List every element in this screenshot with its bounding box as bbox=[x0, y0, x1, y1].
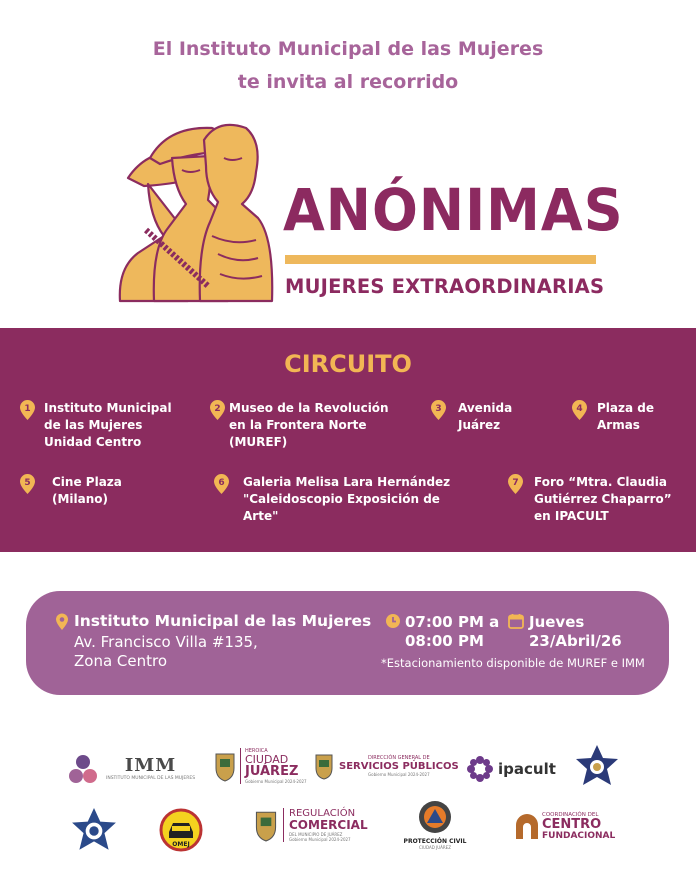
svg-text:4: 4 bbox=[576, 404, 583, 414]
regulacion-line-2: COMERCIAL bbox=[289, 818, 368, 832]
map-pin-icon bbox=[506, 473, 525, 495]
circuit-stop-5 bbox=[18, 474, 122, 508]
omej-logo bbox=[159, 808, 203, 852]
event-subtitle: MUJERES EXTRAORDINARIAS bbox=[285, 275, 605, 298]
centro-arch-icon bbox=[514, 813, 540, 841]
servicios-top: DIRECCIÓN GENERAL DE bbox=[367, 755, 430, 761]
centro-fundacional-logo bbox=[514, 812, 615, 841]
centro-line-1: COORDINACIÓN DEL bbox=[542, 812, 599, 818]
imm-logo-text: IMM bbox=[124, 755, 177, 776]
proteccion-civil-logo bbox=[400, 800, 470, 850]
svg-text:7: 7 bbox=[512, 478, 519, 488]
servicios-gov: Gobierno Municipal 2024-2027 bbox=[368, 772, 430, 777]
circuit-stop-4 bbox=[570, 400, 654, 434]
event-time: 07:00 PM a 08:00 PM bbox=[405, 613, 500, 650]
juarez-shield-icon bbox=[214, 750, 236, 782]
imm-emblem-icon bbox=[66, 750, 102, 786]
invitation-line-2: te invita al recorrido bbox=[237, 71, 459, 93]
civil-protection-icon bbox=[418, 800, 452, 834]
svg-text:OMEJ: OMEJ bbox=[172, 841, 190, 848]
ipacult-logo bbox=[466, 755, 556, 783]
map-pin-icon bbox=[208, 399, 227, 421]
juarez-shield-icon bbox=[254, 808, 278, 842]
imm-logo bbox=[66, 750, 195, 786]
stop-label: Cine Plaza (Milano) bbox=[52, 475, 122, 506]
svg-text:6: 6 bbox=[218, 478, 225, 488]
juarez-shield-icon bbox=[314, 752, 334, 780]
circuit-section bbox=[0, 328, 696, 552]
event-title: ANÓNIMAS bbox=[283, 176, 624, 245]
location-pin-icon bbox=[55, 613, 69, 631]
imm-logo-subtext: INSTITUTO MUNICIPAL DE LAS MUJERES bbox=[106, 776, 196, 781]
map-pin-icon bbox=[18, 473, 37, 495]
circuit-stop-1 bbox=[18, 400, 172, 451]
parking-note: *Estacionamiento disponible de MUREF e IMM bbox=[381, 656, 645, 670]
location-name: Instituto Municipal de las Mujeres bbox=[74, 612, 372, 630]
proteccion-line-2: CIUDAD JUÁREZ bbox=[419, 845, 451, 850]
juarez-name: JUÁREZ bbox=[245, 764, 299, 779]
svg-text:2: 2 bbox=[214, 404, 221, 414]
servicios-publicos-logo bbox=[314, 752, 459, 780]
stop-label: Instituto Municipal de las Mujeres Unidad Centro bbox=[44, 401, 172, 449]
map-pin-icon bbox=[212, 473, 231, 495]
circuit-stop-7 bbox=[506, 474, 672, 525]
svg-text:3: 3 bbox=[435, 404, 442, 414]
regulacion-line-1: REGULACIÓN bbox=[289, 808, 356, 819]
clock-icon bbox=[385, 613, 401, 629]
stop-label: Foro “Mtra. Claudia Gutiérrez Chaparro” en IPACULT bbox=[534, 475, 672, 523]
circuit-stop-3 bbox=[429, 400, 512, 434]
ciudad-juarez-logo bbox=[214, 748, 307, 784]
stop-label: Galeria Melisa Lara Hernández "Caleidoscopio Exposición de Arte" bbox=[243, 475, 451, 523]
event-info-box bbox=[26, 591, 669, 695]
regulacion-comercial-logo bbox=[254, 808, 368, 842]
circuit-stop-2 bbox=[208, 400, 389, 451]
juarez-gov: Gobierno Municipal 2024-2027 bbox=[245, 779, 307, 784]
regulacion-gov: Gobierno Municipal 2024-2027 bbox=[289, 837, 351, 842]
circuit-stop-6 bbox=[212, 474, 450, 525]
servicios-name: SERVICIOS PÚBLICOS bbox=[339, 761, 459, 772]
transit-police-badge-icon bbox=[70, 807, 118, 855]
svg-text:1: 1 bbox=[24, 404, 31, 414]
stop-label: Plaza de Armas bbox=[597, 401, 654, 432]
police-star-badge-icon bbox=[574, 744, 620, 790]
svg-text:5: 5 bbox=[24, 478, 31, 488]
location-address: Av. Francisco Villa #135, Zona Centro bbox=[74, 633, 258, 670]
map-pin-icon bbox=[570, 399, 589, 421]
title-divider bbox=[285, 255, 596, 264]
calendar-icon bbox=[508, 613, 524, 629]
centro-line-3: FUNDACIONAL bbox=[542, 831, 616, 841]
juarez-heroica: HEROICA bbox=[245, 748, 268, 754]
ipacult-text: ipacult bbox=[498, 760, 556, 778]
juarez-ciudad: CIUDAD bbox=[245, 753, 289, 766]
regulacion-sub: DEL MUNICIPIO DE JUÁREZ bbox=[289, 832, 343, 837]
event-date: Jueves 23/Abril/26 bbox=[529, 613, 622, 650]
stop-label: Museo de la Revolución en la Frontera Norte (MUREF) bbox=[229, 401, 389, 449]
centro-line-2: CENTRO bbox=[542, 817, 602, 832]
ipacult-flower-icon bbox=[466, 755, 494, 783]
map-pin-icon bbox=[429, 399, 448, 421]
map-pin-icon bbox=[18, 399, 37, 421]
circuit-title: CIRCUITO bbox=[284, 350, 412, 378]
invitation-line-1: El Instituto Municipal de las Mujeres bbox=[152, 38, 544, 60]
women-illustration bbox=[108, 118, 278, 303]
stop-label: Avenida Juárez bbox=[458, 401, 513, 432]
omej-car-icon bbox=[159, 808, 203, 852]
proteccion-line-1: PROTECCIÓN CIVIL bbox=[403, 838, 467, 845]
